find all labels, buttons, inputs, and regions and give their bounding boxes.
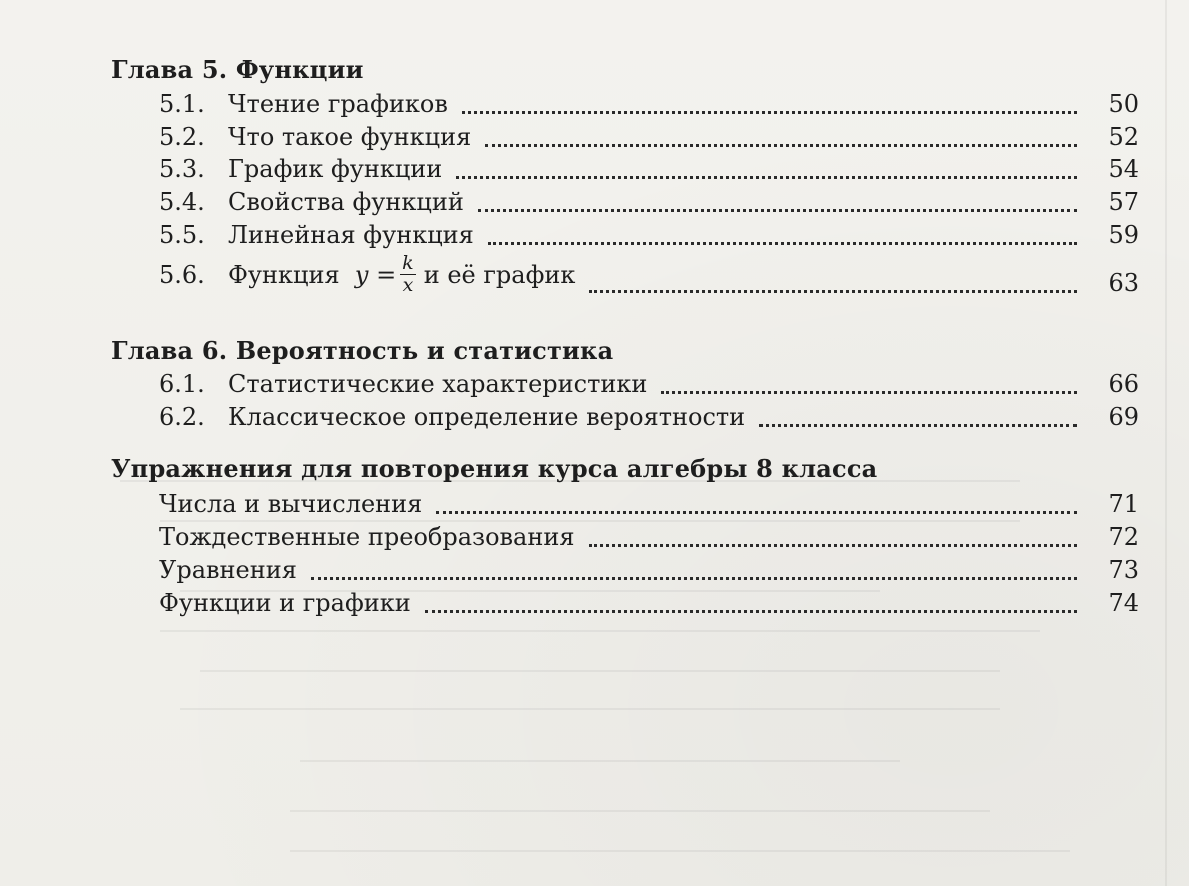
dot-leader <box>425 610 1077 613</box>
entry-number: 6.1. <box>159 370 205 398</box>
chapter-title: Глава 5. Функции <box>111 55 364 84</box>
page-number: 71 <box>1108 490 1139 518</box>
toc-entry[interactable] <box>159 221 1139 253</box>
fraction-denominator: x <box>402 274 414 296</box>
dot-leader <box>488 242 1077 245</box>
page-number: 69 <box>1108 403 1139 431</box>
entry-title: Свойства функций <box>228 188 464 216</box>
entry-number: 5.1. <box>159 90 205 118</box>
page-number: 63 <box>1108 269 1139 297</box>
entry-label <box>159 523 585 551</box>
page-number: 50 <box>1108 90 1139 118</box>
toc-entry[interactable] <box>159 523 1139 555</box>
entry-label <box>159 490 432 518</box>
page-fold <box>1165 0 1167 886</box>
page-number: 59 <box>1108 221 1139 249</box>
entry-label <box>159 90 458 118</box>
entry-label <box>159 123 481 151</box>
entry-title: Функции и графики <box>159 589 411 617</box>
entry-number: 5.2. <box>159 123 205 151</box>
entry-number: 5.4. <box>159 188 205 216</box>
entry-title: Тождественные преобразования <box>159 523 575 551</box>
toc-entry[interactable] <box>159 370 1139 402</box>
page-number: 74 <box>1108 589 1139 617</box>
dot-leader <box>589 544 1077 547</box>
page-number: 52 <box>1108 123 1139 151</box>
entry-title: Статистические характеристики <box>228 370 648 398</box>
page-number: 73 <box>1108 556 1139 584</box>
entry-number: 6.2. <box>159 403 205 431</box>
entry-label <box>159 403 755 431</box>
toc-entry[interactable] <box>159 403 1139 435</box>
toc-entry[interactable] <box>159 490 1139 522</box>
toc-entry[interactable] <box>159 155 1139 187</box>
entry-label <box>159 556 307 584</box>
entry-title: Функция <box>228 261 340 289</box>
entry-label <box>159 252 585 297</box>
entry-number: 5.5. <box>159 221 205 249</box>
entry-label <box>159 370 657 398</box>
toc-entry[interactable] <box>159 90 1139 122</box>
dot-leader <box>485 144 1077 147</box>
dot-leader <box>759 424 1077 427</box>
fraction <box>400 254 416 295</box>
entry-label <box>159 589 421 617</box>
toc-entry[interactable] <box>159 188 1139 220</box>
entry-title-suffix: и её график <box>423 261 576 289</box>
dot-leader <box>436 511 1077 514</box>
entry-label <box>159 155 452 183</box>
entry-title: Что такое функция <box>228 123 472 151</box>
entry-title: Классическое определение вероятности <box>228 403 746 431</box>
toc-entry[interactable] <box>159 123 1139 155</box>
entry-label <box>159 221 484 249</box>
entry-title: Чтение графиков <box>228 90 448 118</box>
chapter-title: Глава 6. Вероятность и статистика <box>111 336 614 365</box>
page-number: 57 <box>1108 188 1139 216</box>
toc-entry[interactable] <box>159 589 1139 621</box>
entry-title: Линейная функция <box>228 221 474 249</box>
page-number: 72 <box>1108 523 1139 551</box>
dot-leader <box>589 290 1077 293</box>
entry-title: График функции <box>228 155 443 183</box>
dot-leader <box>462 111 1077 114</box>
dot-leader <box>661 391 1077 394</box>
dot-leader <box>311 577 1077 580</box>
dot-leader <box>478 209 1077 212</box>
dot-leader <box>456 176 1077 179</box>
page-number: 54 <box>1108 155 1139 183</box>
entry-number: 5.6. <box>159 261 205 289</box>
fraction-numerator: k <box>402 252 414 274</box>
section-title: Упражнения для повторения курса алгебры 8 класса <box>111 454 878 483</box>
entry-number: 5.3. <box>159 155 205 183</box>
entry-title: Числа и вычисления <box>159 490 423 518</box>
entry-label <box>159 188 474 216</box>
toc-entry[interactable] <box>159 252 1139 306</box>
page-number: 66 <box>1108 370 1139 398</box>
entry-title: Уравнения <box>159 556 297 584</box>
formula-lhs: y = <box>354 261 397 289</box>
toc-entry[interactable] <box>159 556 1139 588</box>
